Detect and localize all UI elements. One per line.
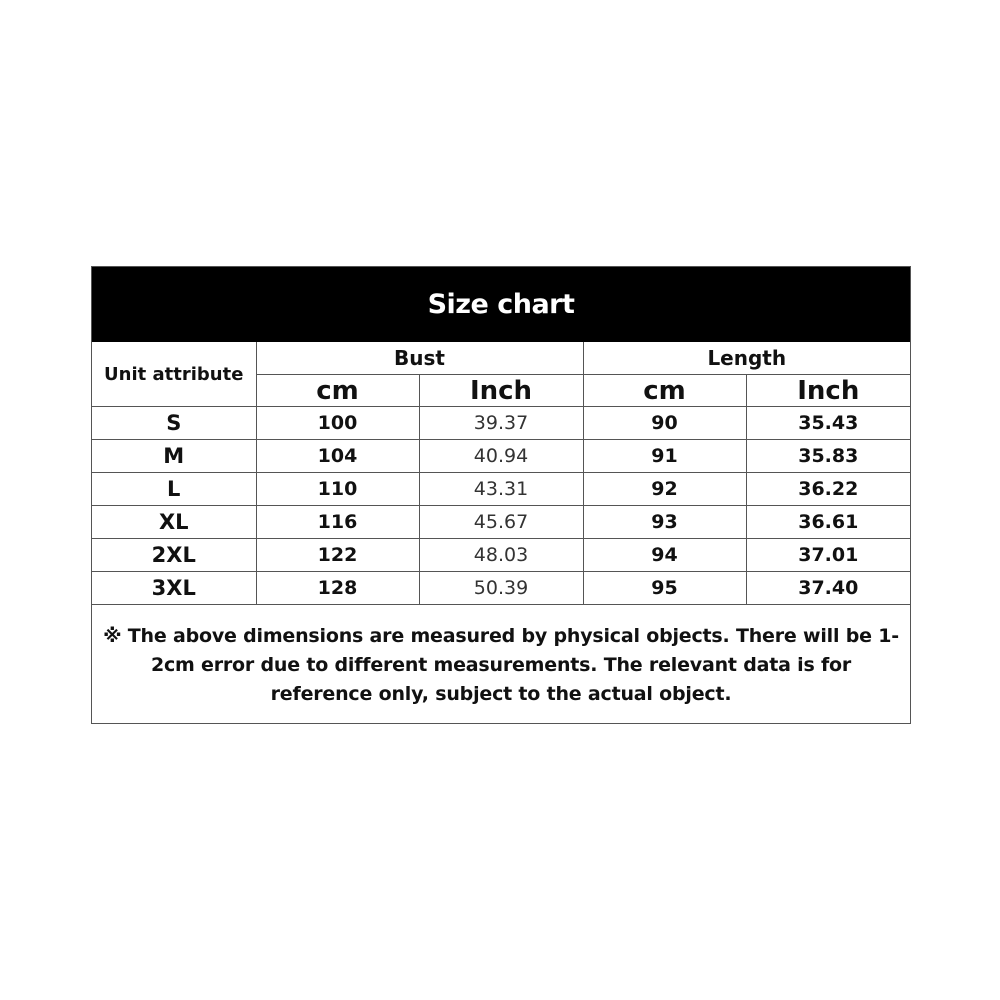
table-row xyxy=(92,539,910,572)
bust-cm-value: 116 xyxy=(256,506,419,539)
length-cm-value: 93 xyxy=(583,506,746,539)
size-label: 3XL xyxy=(92,572,256,605)
length-cm-value: 91 xyxy=(583,440,746,473)
length-inch-value: 35.83 xyxy=(746,440,910,473)
bust-inch-value: 45.67 xyxy=(419,506,583,539)
size-label: S xyxy=(92,407,256,440)
size-label: XL xyxy=(92,506,256,539)
table-row xyxy=(92,506,910,539)
chart-title: Size chart xyxy=(92,267,910,342)
bust-cm-header: cm xyxy=(256,375,419,407)
header-group-row xyxy=(92,342,910,375)
bust-inch-value: 50.39 xyxy=(419,572,583,605)
bust-cm-value: 110 xyxy=(256,473,419,506)
size-table xyxy=(92,342,910,605)
table-row xyxy=(92,440,910,473)
bust-inch-value: 43.31 xyxy=(419,473,583,506)
length-inch-value: 35.43 xyxy=(746,407,910,440)
table-row xyxy=(92,473,910,506)
length-inch-value: 37.01 xyxy=(746,539,910,572)
length-inch-value: 37.40 xyxy=(746,572,910,605)
size-chart xyxy=(91,266,911,724)
bust-inch-value: 39.37 xyxy=(419,407,583,440)
length-inch-header: Inch xyxy=(746,375,910,407)
table-row xyxy=(92,572,910,605)
bust-header: Bust xyxy=(256,342,583,375)
bust-cm-value: 122 xyxy=(256,539,419,572)
bust-inch-value: 40.94 xyxy=(419,440,583,473)
size-label: L xyxy=(92,473,256,506)
bust-inch-value: 48.03 xyxy=(419,539,583,572)
length-inch-value: 36.22 xyxy=(746,473,910,506)
length-inch-value: 36.61 xyxy=(746,506,910,539)
unit-attribute-header: Unit attribute xyxy=(92,342,256,407)
length-cm-value: 94 xyxy=(583,539,746,572)
length-cm-value: 92 xyxy=(583,473,746,506)
table-row xyxy=(92,407,910,440)
length-cm-value: 90 xyxy=(583,407,746,440)
bust-inch-header: Inch xyxy=(419,375,583,407)
length-cm-header: cm xyxy=(583,375,746,407)
bust-cm-value: 128 xyxy=(256,572,419,605)
note-text: ※ The above dimensions are measured by physical objects. There will be 1-2cm error due to different measurements. The relevant data is for reference only, subject to the actual object. xyxy=(103,624,899,705)
bust-cm-value: 104 xyxy=(256,440,419,473)
length-header: Length xyxy=(583,342,910,375)
length-cm-value: 95 xyxy=(583,572,746,605)
bust-cm-value: 100 xyxy=(256,407,419,440)
measurement-note xyxy=(92,607,910,723)
size-label: M xyxy=(92,440,256,473)
size-label: 2XL xyxy=(92,539,256,572)
